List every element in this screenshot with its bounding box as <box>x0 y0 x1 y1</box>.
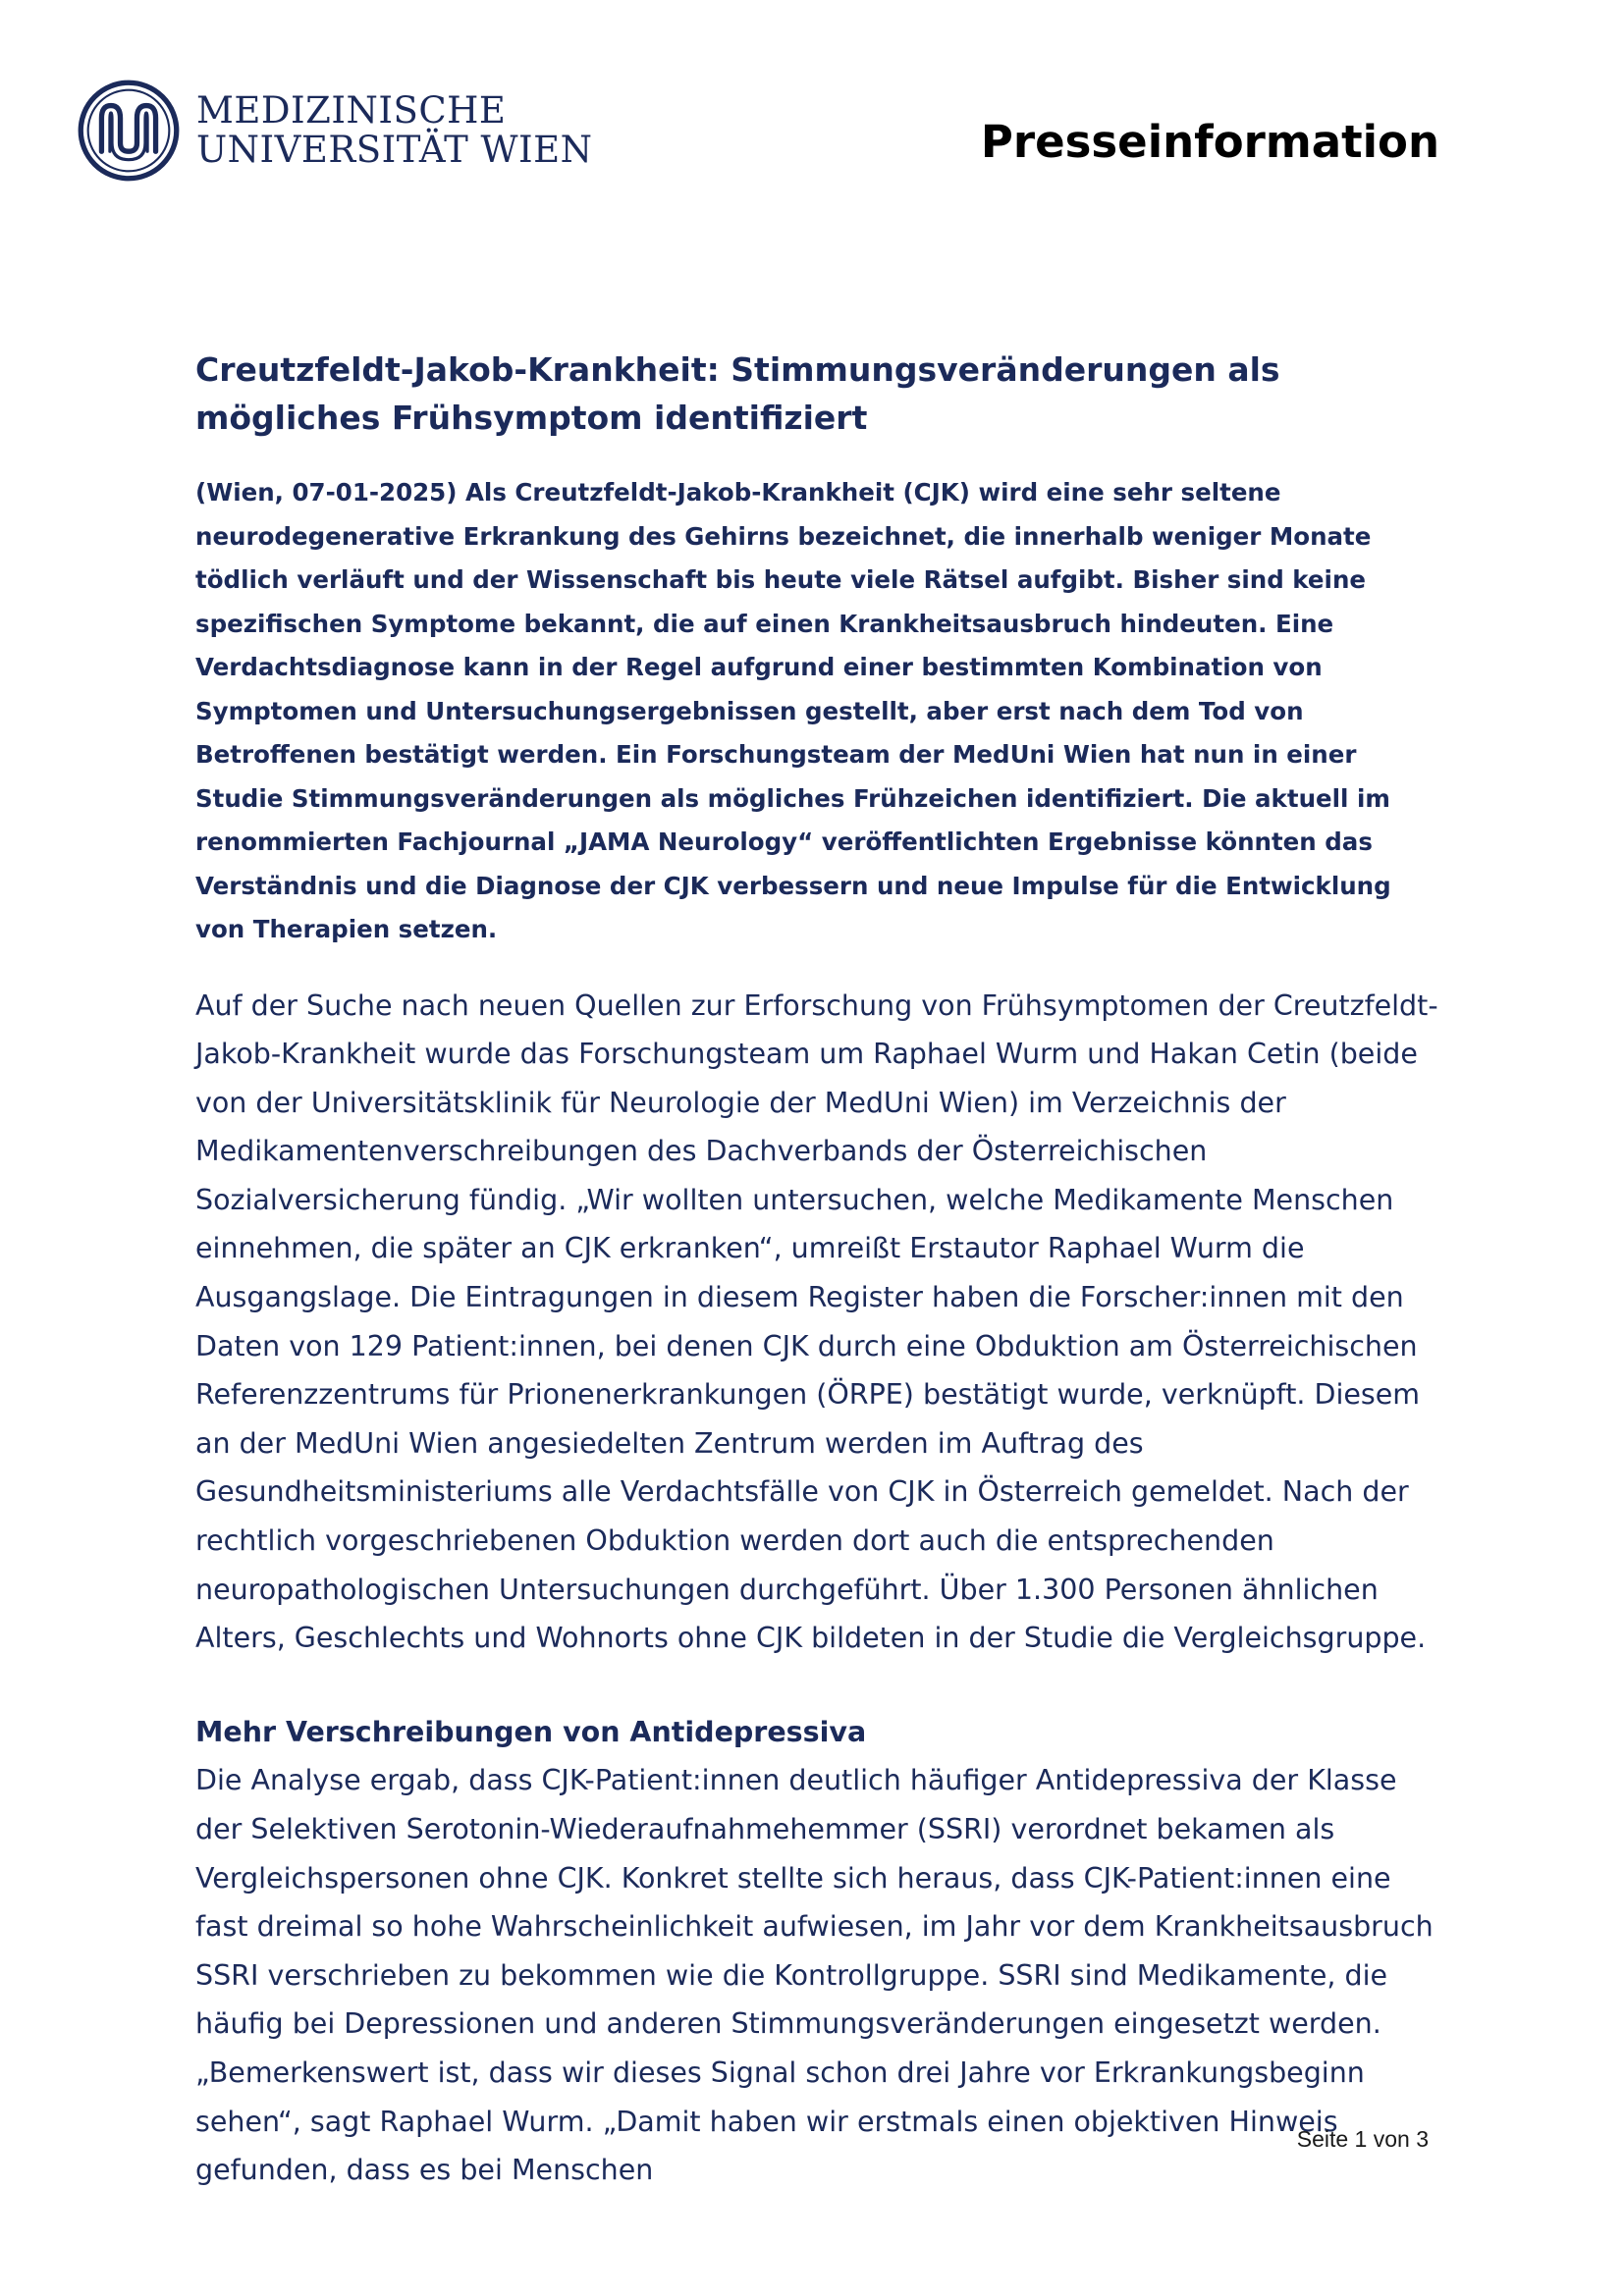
logo-line-2: UNIVERSITÄT WIEN <box>196 129 593 171</box>
article-headline: Creutzfeldt-Jakob-Krankheit: Stimmungsveränderungen als mögliches Frühsymptom identifiziert <box>195 350 1280 437</box>
university-logo <box>77 79 593 183</box>
article-paragraph-1: Auf der Suche nach neuen Quellen zur Erforschung von Frühsymptomen der Creutzfeldt-Jakob-Krankheit wurde das Forschungsteam um Raphael Wurm und Hakan Cetin (beide von der Universitätsklinik für Neurologie der MedUni Wien) im Verzeichnis der Medikamentenverschreibungen des Dachverbands der Österreichischen Sozialversicherung fündig. „Wir wollten untersuchen, welche Medikamente Menschen einnehmen, die später an CJK erkranken“, umreißt Erstautor Raphael Wurm die Ausgangslage. Die Eintragungen in diesem Register haben die Forscher:innen mit den Daten von 129 Patient:innen, bei denen CJK durch eine Obduktion am Österreichischen Referenzzentrums für Prionenerkrankungen (ÖRPE) bestätigt wurde, verknüpft. Diesem an der MedUni Wien angesiedelten Zentrum werden im Auftrag des Gesundheitsministeriums alle Verdachtsfälle von CJK in Österreich gemeldet. Nach der rechtlich vorgeschriebenen Obduktion werden dort auch die entsprechenden neuropathologischen Untersuchungen durchgeführt. Über 1.300 Personen ähnlichen Alters, Geschlechts und Wohnorts ohne CJK bildeten in der Studie die Vergleichsgruppe. <box>195 988 1438 1655</box>
logo-wordmark <box>196 91 593 170</box>
section-subheading: Mehr Verschreibungen von Antidepressiva <box>195 1715 867 1748</box>
page-number: Seite 1 von 3 <box>1296 2126 1429 2152</box>
logo-line-1: MEDIZINISCHE <box>196 89 507 132</box>
meduni-logo-icon <box>77 79 181 183</box>
document-type-title: Presseinformation <box>980 116 1439 168</box>
article-lead: (Wien, 07-01-2025) Als Creutzfeldt-Jakob-Krankheit (CJK) wird eine sehr seltene neurodegenerative Erkrankung des Gehirns bezeichnet, die innerhalb weniger Monate tödlich verläuft und der Wissenschaft bis heute viele Rätsel aufgibt. Bisher sind keine spezifischen Symptome bekannt, die auf einen Krankheitsausbruch hindeuten. Eine Verdachtsdiagnose kann in der Regel aufgrund einer bestimmten Kombination von Symptomen und Untersuchungsergebnissen gestellt, aber erst nach dem Tod von Betroffenen bestätigt werden. Ein Forschungsteam der MedUni Wien hat nun in einer Studie Stimmungsveränderungen als mögliches Frühzeichen identifiziert. Die aktuell im renommierten Fachjournal „JAMA Neurology“ veröffentlichten Ergebnisse könnten das Verständnis und die Diagnose der CJK verbessern und neue Impulse für die Entwicklung von Therapien setzen. <box>195 478 1391 943</box>
article-body <box>195 346 1442 2195</box>
article-paragraph-2: Die Analyse ergab, dass CJK-Patient:innen deutlich häufiger Antidepressiva der Klasse der Selektiven Serotonin-Wiederaufnahmehemmer (SSRI) verordnet bekamen als Vergleichspersonen ohne CJK. Konkret stellte sich heraus, dass CJK-Patient:innen eine fast dreimal so hohe Wahrscheinlichkeit aufwiesen, im Jahr vor dem Krankheitsausbruch SSRI verschrieben zu bekommen wie die Kontrollgruppe. SSRI sind Medikamente, die häufig bei Depressionen und anderen Stimmungsveränderungen eingesetzt werden. „Bemerkenswert ist, dass wir dieses Signal schon drei Jahre vor Erkrankungsbeginn sehen“, sagt Raphael Wurm. „Damit haben wir erstmals einen objektiven Hinweis gefunden, dass es bei Menschen <box>195 1764 1434 2187</box>
